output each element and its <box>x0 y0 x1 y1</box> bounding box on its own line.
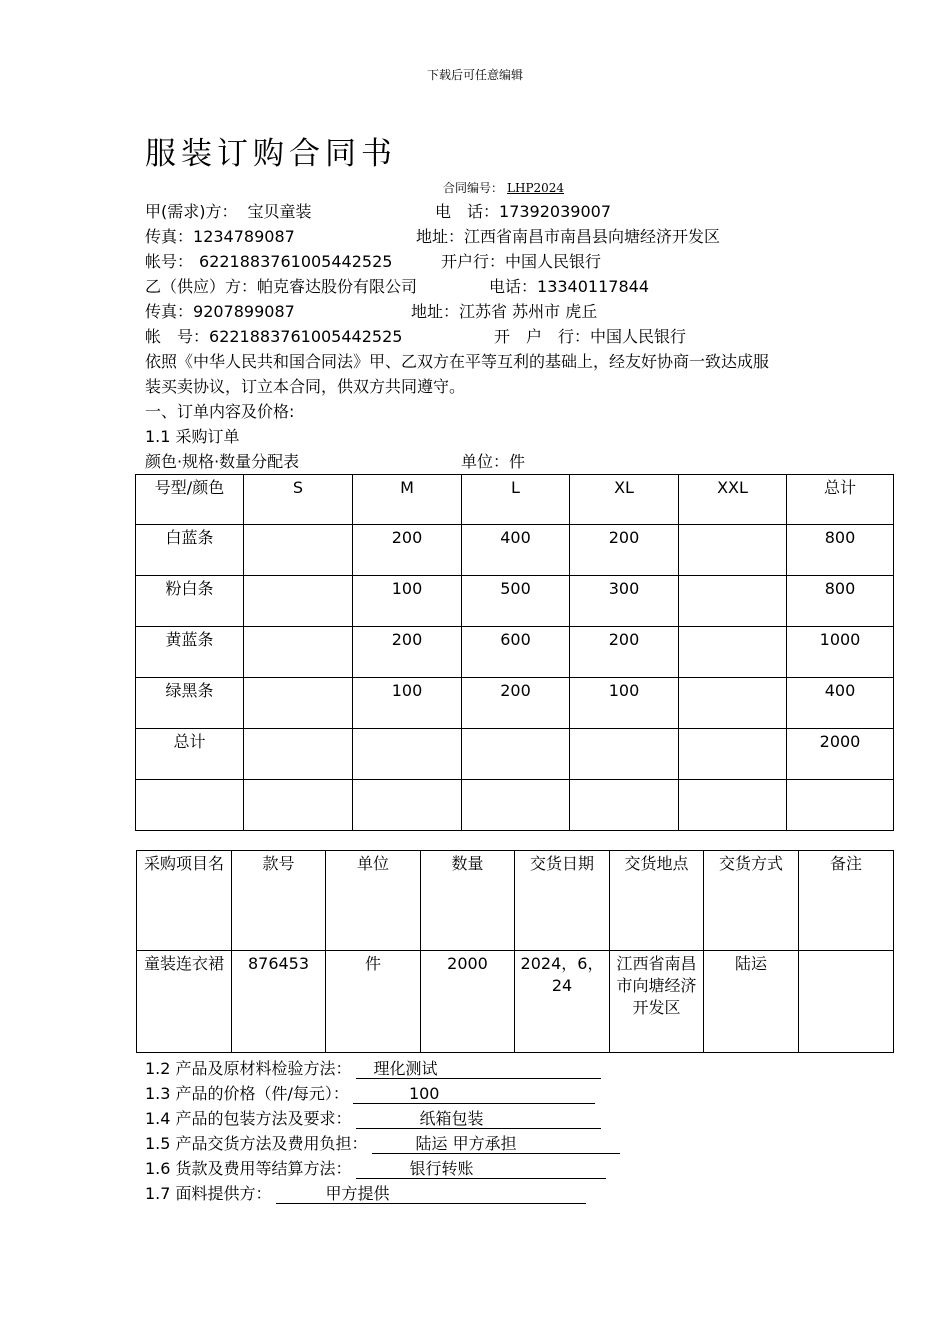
delivery-method-cell: 陆运 <box>704 951 799 1053</box>
table-cell: 200 <box>570 525 679 576</box>
section-1-1-title: 1.1 采购订单 <box>145 427 240 446</box>
header-cell: 数量 <box>421 851 515 951</box>
party-a-bank: 开户行：中国人民银行 <box>441 252 602 271</box>
table-cell: 100 <box>570 678 679 729</box>
document-title: 服装订购合同书 <box>145 136 397 172</box>
table-cell <box>679 627 787 678</box>
contract-number <box>443 179 568 196</box>
table-row <box>136 525 894 576</box>
item-name-cell: 童装连衣裙 <box>137 951 232 1053</box>
table-cell: 400 <box>787 678 894 729</box>
table-cell: 300 <box>570 576 679 627</box>
table-cell: 200 <box>570 627 679 678</box>
table-cell <box>244 729 353 780</box>
table-row <box>136 627 894 678</box>
header-cell: 号型/颜色 <box>136 475 244 525</box>
table-cell: 200 <box>462 678 570 729</box>
table-cell <box>679 678 787 729</box>
party-a-name: 甲(需求)方： 宝贝童装 <box>145 202 312 221</box>
table-row <box>137 951 894 1053</box>
table-cell <box>136 780 244 831</box>
table-cell <box>244 780 353 831</box>
table-cell <box>679 780 787 831</box>
header-cell: XXL <box>679 475 787 525</box>
term-price: 1.3 产品的价格（件/每元）： 100 <box>145 1084 595 1104</box>
table-cell <box>244 525 353 576</box>
table-cell: 600 <box>462 627 570 678</box>
remarks-cell <box>799 951 894 1053</box>
party-b-fax: 传真：9207899087 <box>145 302 295 321</box>
header-cell: 款号 <box>232 851 326 951</box>
table-cell: 400 <box>462 525 570 576</box>
term-packaging: 1.4 产品的包装方法及要求： 纸箱包装 <box>145 1109 601 1129</box>
style-number-cell: 876453 <box>232 951 326 1053</box>
table-cell: 500 <box>462 576 570 627</box>
term-settlement: 1.6 货款及费用等结算方法： 银行转账 <box>145 1159 606 1179</box>
party-b-phone: 电话：13340117844 <box>489 277 649 296</box>
table-cell: 200 <box>353 627 462 678</box>
party-b-address: 地址：江苏省 苏州市 虎丘 <box>411 302 598 321</box>
distribution-header-row <box>136 475 894 525</box>
table-cell: 100 <box>353 678 462 729</box>
total-row <box>136 729 894 780</box>
distribution-table <box>135 474 894 831</box>
total-label-cell: 总计 <box>136 729 244 780</box>
table-cell <box>679 576 787 627</box>
term-fabric-provider: 1.7 面料提供方： 甲方提供 <box>145 1184 586 1204</box>
table-cell: 1000 <box>787 627 894 678</box>
color-cell: 绿黑条 <box>136 678 244 729</box>
term-delivery-cost: 1.5 产品交货方法及费用负担： 陆运 甲方承担 <box>145 1134 620 1154</box>
color-cell: 白蓝条 <box>136 525 244 576</box>
unit-cell: 件 <box>326 951 421 1053</box>
quantity-cell: 2000 <box>421 951 515 1053</box>
table-cell <box>244 678 353 729</box>
party-b-bank: 开 户 行：中国人民银行 <box>494 327 687 346</box>
color-cell: 粉白条 <box>136 576 244 627</box>
page-header-note: 下载后可任意编辑 <box>426 68 523 82</box>
table-row <box>136 576 894 627</box>
table-cell <box>244 627 353 678</box>
table-cell <box>244 576 353 627</box>
party-b-account: 帐 号：6221883761005442525 <box>145 327 403 346</box>
header-cell: 交货方式 <box>704 851 799 951</box>
table-cell <box>570 780 679 831</box>
header-cell: 交货地点 <box>610 851 704 951</box>
party-a-phone: 电 话：17392039007 <box>435 202 611 221</box>
header-cell: S <box>244 475 353 525</box>
delivery-place-cell: 江西省南昌市向塘经济开发区 <box>610 951 704 1053</box>
table-cell <box>787 780 894 831</box>
table-cell <box>462 780 570 831</box>
contract-number-value: LHP2024 <box>507 181 565 195</box>
table-cell: 800 <box>787 525 894 576</box>
intro-line-2: 装买卖协议，订立本合同，供双方共同遵守。 <box>145 377 466 396</box>
table-cell: 800 <box>787 576 894 627</box>
table-cell <box>570 729 679 780</box>
section-1-title: 一、订单内容及价格: <box>145 402 295 421</box>
intro-line-1: 依照《中华人民共和国合同法》甲、乙双方在平等互利的基础上，经友好协商一致达成服 <box>145 352 770 371</box>
term-inspection: 1.2 产品及原材料检验方法： 理化测试 <box>145 1059 601 1079</box>
table-cell <box>679 525 787 576</box>
table-row <box>136 678 894 729</box>
header-cell: 总计 <box>787 475 894 525</box>
table-cell: 100 <box>353 576 462 627</box>
header-cell: L <box>462 475 570 525</box>
table-cell: 2000 <box>787 729 894 780</box>
party-b-name: 乙（供应）方：帕克睿达股份有限公司 <box>145 277 418 296</box>
header-cell: 交货日期 <box>515 851 610 951</box>
purchase-table <box>136 850 894 1053</box>
header-cell: M <box>353 475 462 525</box>
party-a-account: 帐号： 6221883761005442525 <box>145 252 393 271</box>
header-cell: XL <box>570 475 679 525</box>
empty-row <box>136 780 894 831</box>
distribution-table-unit: 单位：件 <box>461 452 526 471</box>
party-a-address: 地址：江西省南昌市南昌县向塘经济开发区 <box>416 227 721 246</box>
header-cell: 采购项目名 <box>137 851 232 951</box>
table-cell <box>353 780 462 831</box>
party-a-fax: 传真：1234789087 <box>145 227 295 246</box>
distribution-table-caption: 颜色·规格·数量分配表 <box>145 452 300 471</box>
color-cell: 黄蓝条 <box>136 627 244 678</box>
table-cell <box>462 729 570 780</box>
header-cell: 备注 <box>799 851 894 951</box>
purchase-header-row <box>137 851 894 951</box>
header-cell: 单位 <box>326 851 421 951</box>
table-cell <box>353 729 462 780</box>
contract-number-label: 合同编号： <box>443 181 504 195</box>
table-cell <box>679 729 787 780</box>
table-cell: 200 <box>353 525 462 576</box>
delivery-date-cell: 2024，6，24 <box>515 951 610 1053</box>
